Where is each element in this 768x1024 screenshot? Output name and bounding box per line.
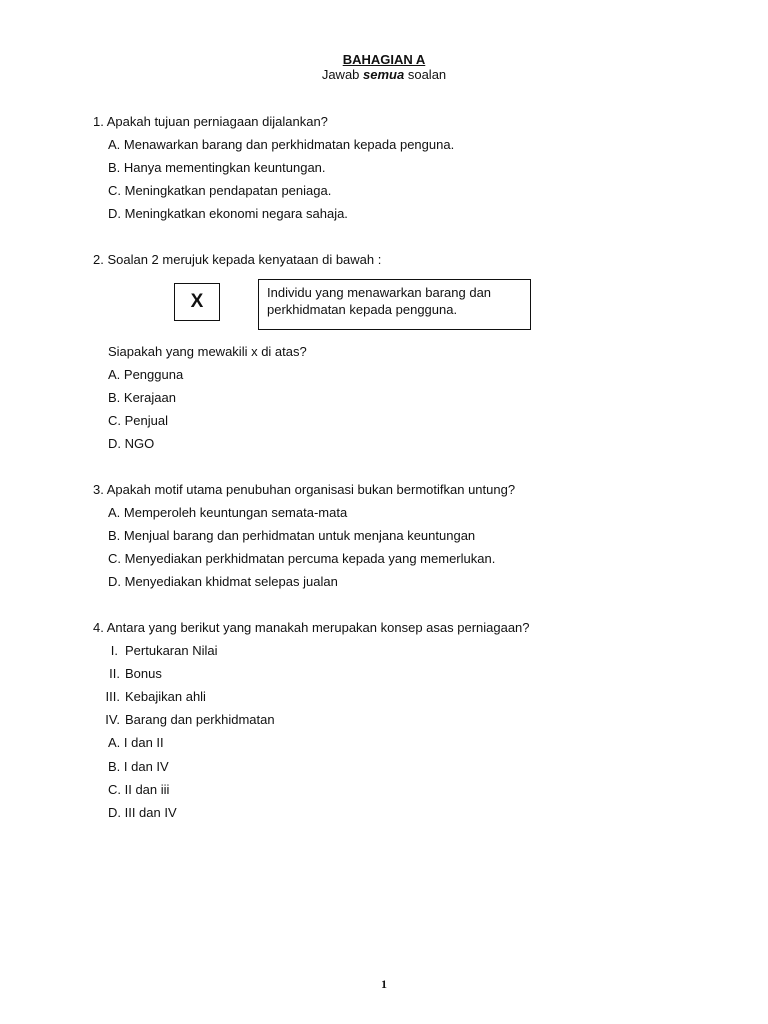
question-2-subquestion: Siapakah yang mewakili x di atas? [108, 344, 307, 359]
instruction-prefix: Jawab [321, 67, 364, 82]
statement-numeral: IV. [105, 712, 120, 727]
question-1-option-b: B. Hanya mementingkan keuntungan. [108, 160, 326, 175]
question-2-option-b: B. Kerajaan [108, 390, 176, 405]
statement-text: Kebajikan ahli [125, 689, 206, 704]
question-1-text: 1. Apakah tujuan perniagaan dijalankan? [93, 114, 328, 129]
question-4-option-d: D. III dan IV [108, 805, 177, 820]
question-2-text: 2. Soalan 2 merujuk kepada kenyataan di bawah : [93, 252, 382, 267]
question-3-option-b: B. Menjual barang dan perhidmatan untuk menjana keuntungan [108, 528, 476, 543]
statement-numeral: III. [105, 689, 120, 704]
question-2-option-d: D. NGO [108, 436, 155, 451]
question-2-definition-box: Individu yang menawarkan barang dan perkhidmatan kepada pengguna. [258, 279, 531, 330]
question-2-option-c: C. Penjual [108, 413, 168, 428]
statement-numeral: II. [109, 666, 120, 681]
section-title: BAHAGIAN A [342, 52, 426, 67]
question-3-option-c: C. Menyediakan perkhidmatan percuma kepada yang memerlukan. [108, 551, 496, 566]
question-1-option-a: A. Menawarkan barang dan perkhidmatan kepada penguna. [108, 137, 455, 152]
question-2-option-a: A. Pengguna [108, 367, 184, 382]
question-3-text: 3. Apakah motif utama penubuhan organisasi bukan bermotifkan untung? [93, 482, 516, 497]
question-4-option-a: A. I dan II [108, 735, 164, 750]
instruction-suffix: soalan [404, 67, 447, 82]
question-3-option-a: A. Memperoleh keuntungan semata-mata [108, 505, 348, 520]
question-1-option-c: C. Meningkatkan pendapatan peniaga. [108, 183, 332, 198]
question-4-option-c: C. II dan iii [108, 782, 170, 797]
question-3-option-d: D. Menyediakan khidmat selepas jualan [108, 574, 338, 589]
question-4-option-b: B. I dan IV [108, 759, 169, 774]
statement-numeral: I. [110, 643, 118, 658]
page-number: 1 [381, 977, 387, 991]
statement-text: Barang dan perkhidmatan [125, 712, 275, 727]
section-instruction [0, 67, 768, 82]
instruction-emphasis: semua [363, 67, 405, 82]
question-4-text: 4. Antara yang berikut yang manakah merupakan konsep asas perniagaan? [93, 620, 530, 635]
statement-text: Pertukaran Nilai [125, 643, 218, 658]
statement-text: Bonus [125, 666, 162, 681]
question-1-option-d: D. Meningkatkan ekonomi negara sahaja. [108, 206, 348, 221]
question-2-label-box: X [174, 283, 220, 321]
